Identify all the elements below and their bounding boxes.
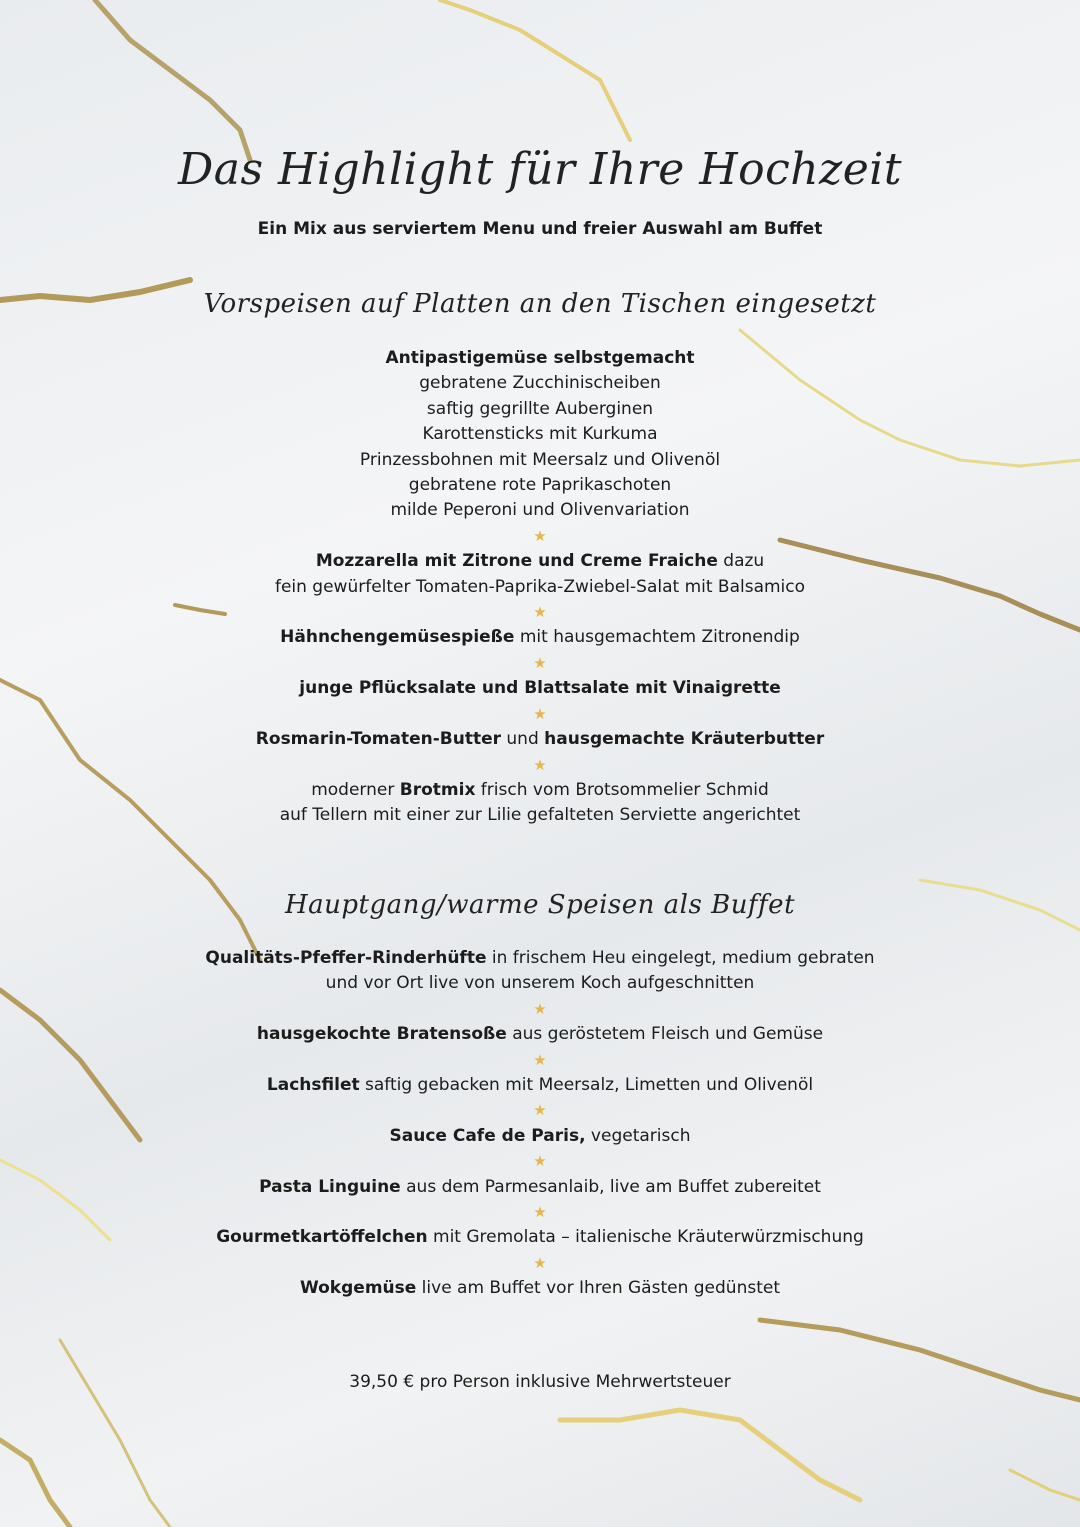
dish-description: frisch vom Brotsommelier Schmid	[475, 779, 769, 800]
star-icon: ★	[533, 526, 547, 545]
star-icon: ★	[533, 1152, 547, 1171]
menu-item	[0, 1225, 1080, 1250]
menu-item-line	[0, 397, 1080, 422]
menu-item-line	[0, 448, 1080, 473]
star-icon: ★	[533, 653, 547, 672]
menu-item-line	[0, 549, 1080, 574]
menu-item-line	[0, 1276, 1080, 1301]
dish-description: Karottensticks mit Kurkuma	[422, 424, 658, 445]
dish-description: fein gewürfelter Tomaten-Paprika-Zwiebel-Salat mit Balsamico	[274, 576, 806, 597]
dish-name: hausgekochte Bratensoße	[256, 1024, 507, 1045]
star-icon: ★	[533, 1203, 547, 1222]
dish-description: gebratene Zucchinischeiben	[419, 373, 661, 394]
menu-item-line	[0, 346, 1080, 371]
menu-item	[0, 1175, 1080, 1200]
star-icon: ★	[533, 1050, 547, 1069]
menu-item	[0, 727, 1080, 752]
dish-description: moderner	[311, 779, 400, 800]
dish-description: mit hausgemachtem Zitronendip	[514, 627, 800, 648]
dish-name: Lachsfilet	[266, 1075, 360, 1096]
dish-description: und vor Ort live von unserem Koch aufgeschnitten	[325, 973, 755, 994]
menu-subtitle: Ein Mix aus serviertem Menu und freier Auswahl am Buffet	[257, 219, 823, 239]
menu-item-line	[0, 803, 1080, 828]
star-icon: ★	[533, 999, 547, 1018]
star-icon: ★	[533, 1101, 547, 1120]
menu-item	[0, 1022, 1080, 1047]
dish-description: milde Peperoni und Olivenvariation	[390, 500, 690, 521]
dish-description: gebratene rote Paprikaschoten	[408, 475, 672, 496]
star-icon: ★	[533, 1253, 547, 1272]
star-icon: ★	[533, 603, 547, 622]
menu-item-line	[0, 1225, 1080, 1250]
menu-item-line	[0, 1022, 1080, 1047]
dish-description: vegetarisch	[585, 1125, 691, 1146]
dish-description: auf Tellern mit einer zur Lilie gefalteten Serviette angerichtet	[279, 805, 801, 826]
menu-item-line	[0, 727, 1080, 752]
menu-item-line	[0, 575, 1080, 600]
dish-description: live am Buffet vor Ihren Gästen gedünstet	[416, 1278, 780, 1299]
dish-name: Sauce Cafe de Paris,	[389, 1125, 586, 1146]
dish-description: aus geröstetem Fleisch und Gemüse	[506, 1024, 824, 1045]
menu-title: Das Highlight für Ihre Hochzeit	[177, 144, 903, 195]
menu-item-line	[0, 971, 1080, 996]
dish-description: dazu	[717, 551, 765, 572]
section-title-vorspeisen: Vorspeisen auf Platten an den Tischen eingesetzt	[203, 289, 877, 319]
menu-item	[0, 946, 1080, 997]
menu-item-line	[0, 422, 1080, 447]
dish-description: und	[501, 729, 545, 750]
dish-name: junge Pflücksalate und Blattsalate mit Vinaigrette	[299, 678, 781, 699]
dish-name: Gourmetkartöffelchen	[216, 1227, 428, 1248]
dish-name: Rosmarin-Tomaten-Butter	[255, 729, 501, 750]
menu-item	[0, 1073, 1080, 1098]
menu-item-line	[0, 1175, 1080, 1200]
dish-name: Mozzarella mit Zitrone und Creme Fraiche	[315, 551, 718, 572]
menu-item	[0, 778, 1080, 829]
price-text: 39,50 € pro Person inklusive Mehrwertsteuer	[349, 1372, 731, 1392]
menu-item	[0, 676, 1080, 701]
star-icon: ★	[533, 704, 547, 723]
menu-item	[0, 1276, 1080, 1301]
dish-description: saftig gebacken mit Meersalz, Limetten und Olivenöl	[359, 1075, 814, 1096]
dish-name: hausgemachte Kräuterbutter	[544, 729, 825, 750]
dish-name: Qualitäts-Pfeffer-Rinderhüfte	[205, 948, 487, 968]
dish-name: Pasta Linguine	[259, 1176, 401, 1197]
menu-item-line	[0, 498, 1080, 523]
section-list-vorspeisen	[0, 346, 1080, 829]
dish-description: Prinzessbohnen mit Meersalz und Olivenöl	[359, 449, 721, 470]
dish-name: Antipastigemüse selbstgemacht	[385, 348, 695, 368]
section-list-hauptgang	[0, 946, 1080, 1302]
dish-description: saftig gegrillte Auberginen	[426, 398, 654, 419]
menu-item	[0, 625, 1080, 650]
menu-item	[0, 1124, 1080, 1149]
menu-item	[0, 549, 1080, 600]
section-title-hauptgang: Hauptgang/warme Speisen als Buffet	[284, 890, 796, 920]
menu-item-line	[0, 1073, 1080, 1098]
dish-name: Brotmix	[399, 779, 476, 800]
dish-description: aus dem Parmesanlaib, live am Buffet zubereitet	[400, 1176, 821, 1197]
menu-item	[0, 346, 1080, 524]
dish-description: mit Gremolata – italienische Kräuterwürzmischung	[427, 1227, 864, 1248]
star-icon: ★	[533, 755, 547, 774]
menu-item-line	[0, 473, 1080, 498]
menu-item-line	[0, 625, 1080, 650]
menu-item-line	[0, 676, 1080, 701]
menu-item-line	[0, 371, 1080, 396]
dish-name: Hähnchengemüsespieße	[280, 627, 515, 648]
menu-item-line	[0, 946, 1080, 971]
dish-name: Wokgemüse	[299, 1278, 417, 1299]
dish-description: in frischem Heu eingelegt, medium gebraten	[486, 948, 875, 968]
menu-item-line	[0, 1124, 1080, 1149]
menu-item-line	[0, 778, 1080, 803]
